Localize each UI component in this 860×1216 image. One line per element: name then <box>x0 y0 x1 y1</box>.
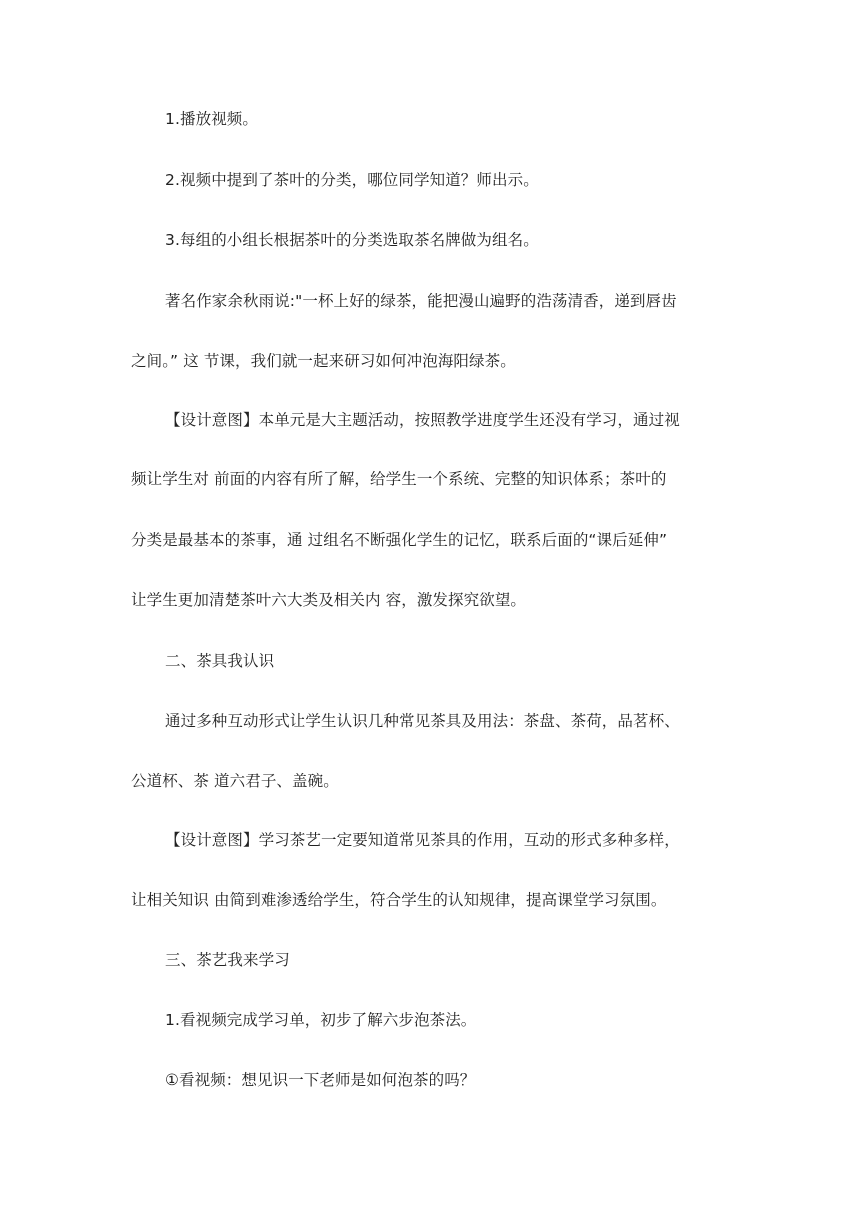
section-heading-tea-ware: 二、茶具我认识 <box>165 652 275 670</box>
tea-ware-paragraph-line-1: 通过多种互动形式让学生认识几种常见茶具及用法：茶盘、茶荷，品茗杯、 <box>165 712 680 730</box>
design-intent-1-line-1: 【设计意图】本单元是大主题活动，按照教学进度学生还没有学习，通过视 <box>165 411 680 429</box>
tea-art-sub-step-1: ①看视频：想见识一下老师是如何泡茶的吗？ <box>165 1071 476 1089</box>
section-heading-tea-art: 三、茶艺我来学习 <box>165 951 290 969</box>
design-intent-1-line-2: 频让学生对 前面的内容有所了解，给学生一个系统、完整的知识体系；茶叶的 <box>131 470 667 488</box>
design-intent-1-line-3: 分类是最基本的茶事，通 过组名不断强化学生的记忆，联系后面的“课后延伸” <box>131 531 668 549</box>
paragraph-quote-line-2: 之间。” 这 节课，我们就一起来研习如何冲泡海阳绿茶。 <box>131 352 516 370</box>
paragraph-step-1: 1.播放视频。 <box>165 110 258 128</box>
tea-art-step-1: 1.看视频完成学习单，初步了解六步泡茶法。 <box>165 1011 477 1029</box>
design-intent-2-line-2: 让相关知识 由简到难渗透给学生，符合学生的认知规律，提高课堂学习氛围。 <box>131 891 667 909</box>
paragraph-quote-line-1: 著名作家余秋雨说:"一杯上好的绿茶，能把漫山遍野的浩荡清香，递到唇齿 <box>165 292 677 310</box>
design-intent-2-line-1: 【设计意图】学习茶艺一定要知道常见茶具的作用，互动的形式多种多样， <box>165 831 680 849</box>
design-intent-1-line-4: 让学生更加清楚茶叶六大类及相关内 容，激发探究欲望。 <box>131 591 527 609</box>
paragraph-step-3: 3.每组的小组长根据茶叶的分类选取茶名牌做为组名。 <box>165 231 539 249</box>
tea-ware-paragraph-line-2: 公道杯、茶 道六君子、盖碗。 <box>131 772 339 790</box>
paragraph-step-2: 2.视频中提到了茶叶的分类，哪位同学知道？师出示。 <box>165 171 539 189</box>
